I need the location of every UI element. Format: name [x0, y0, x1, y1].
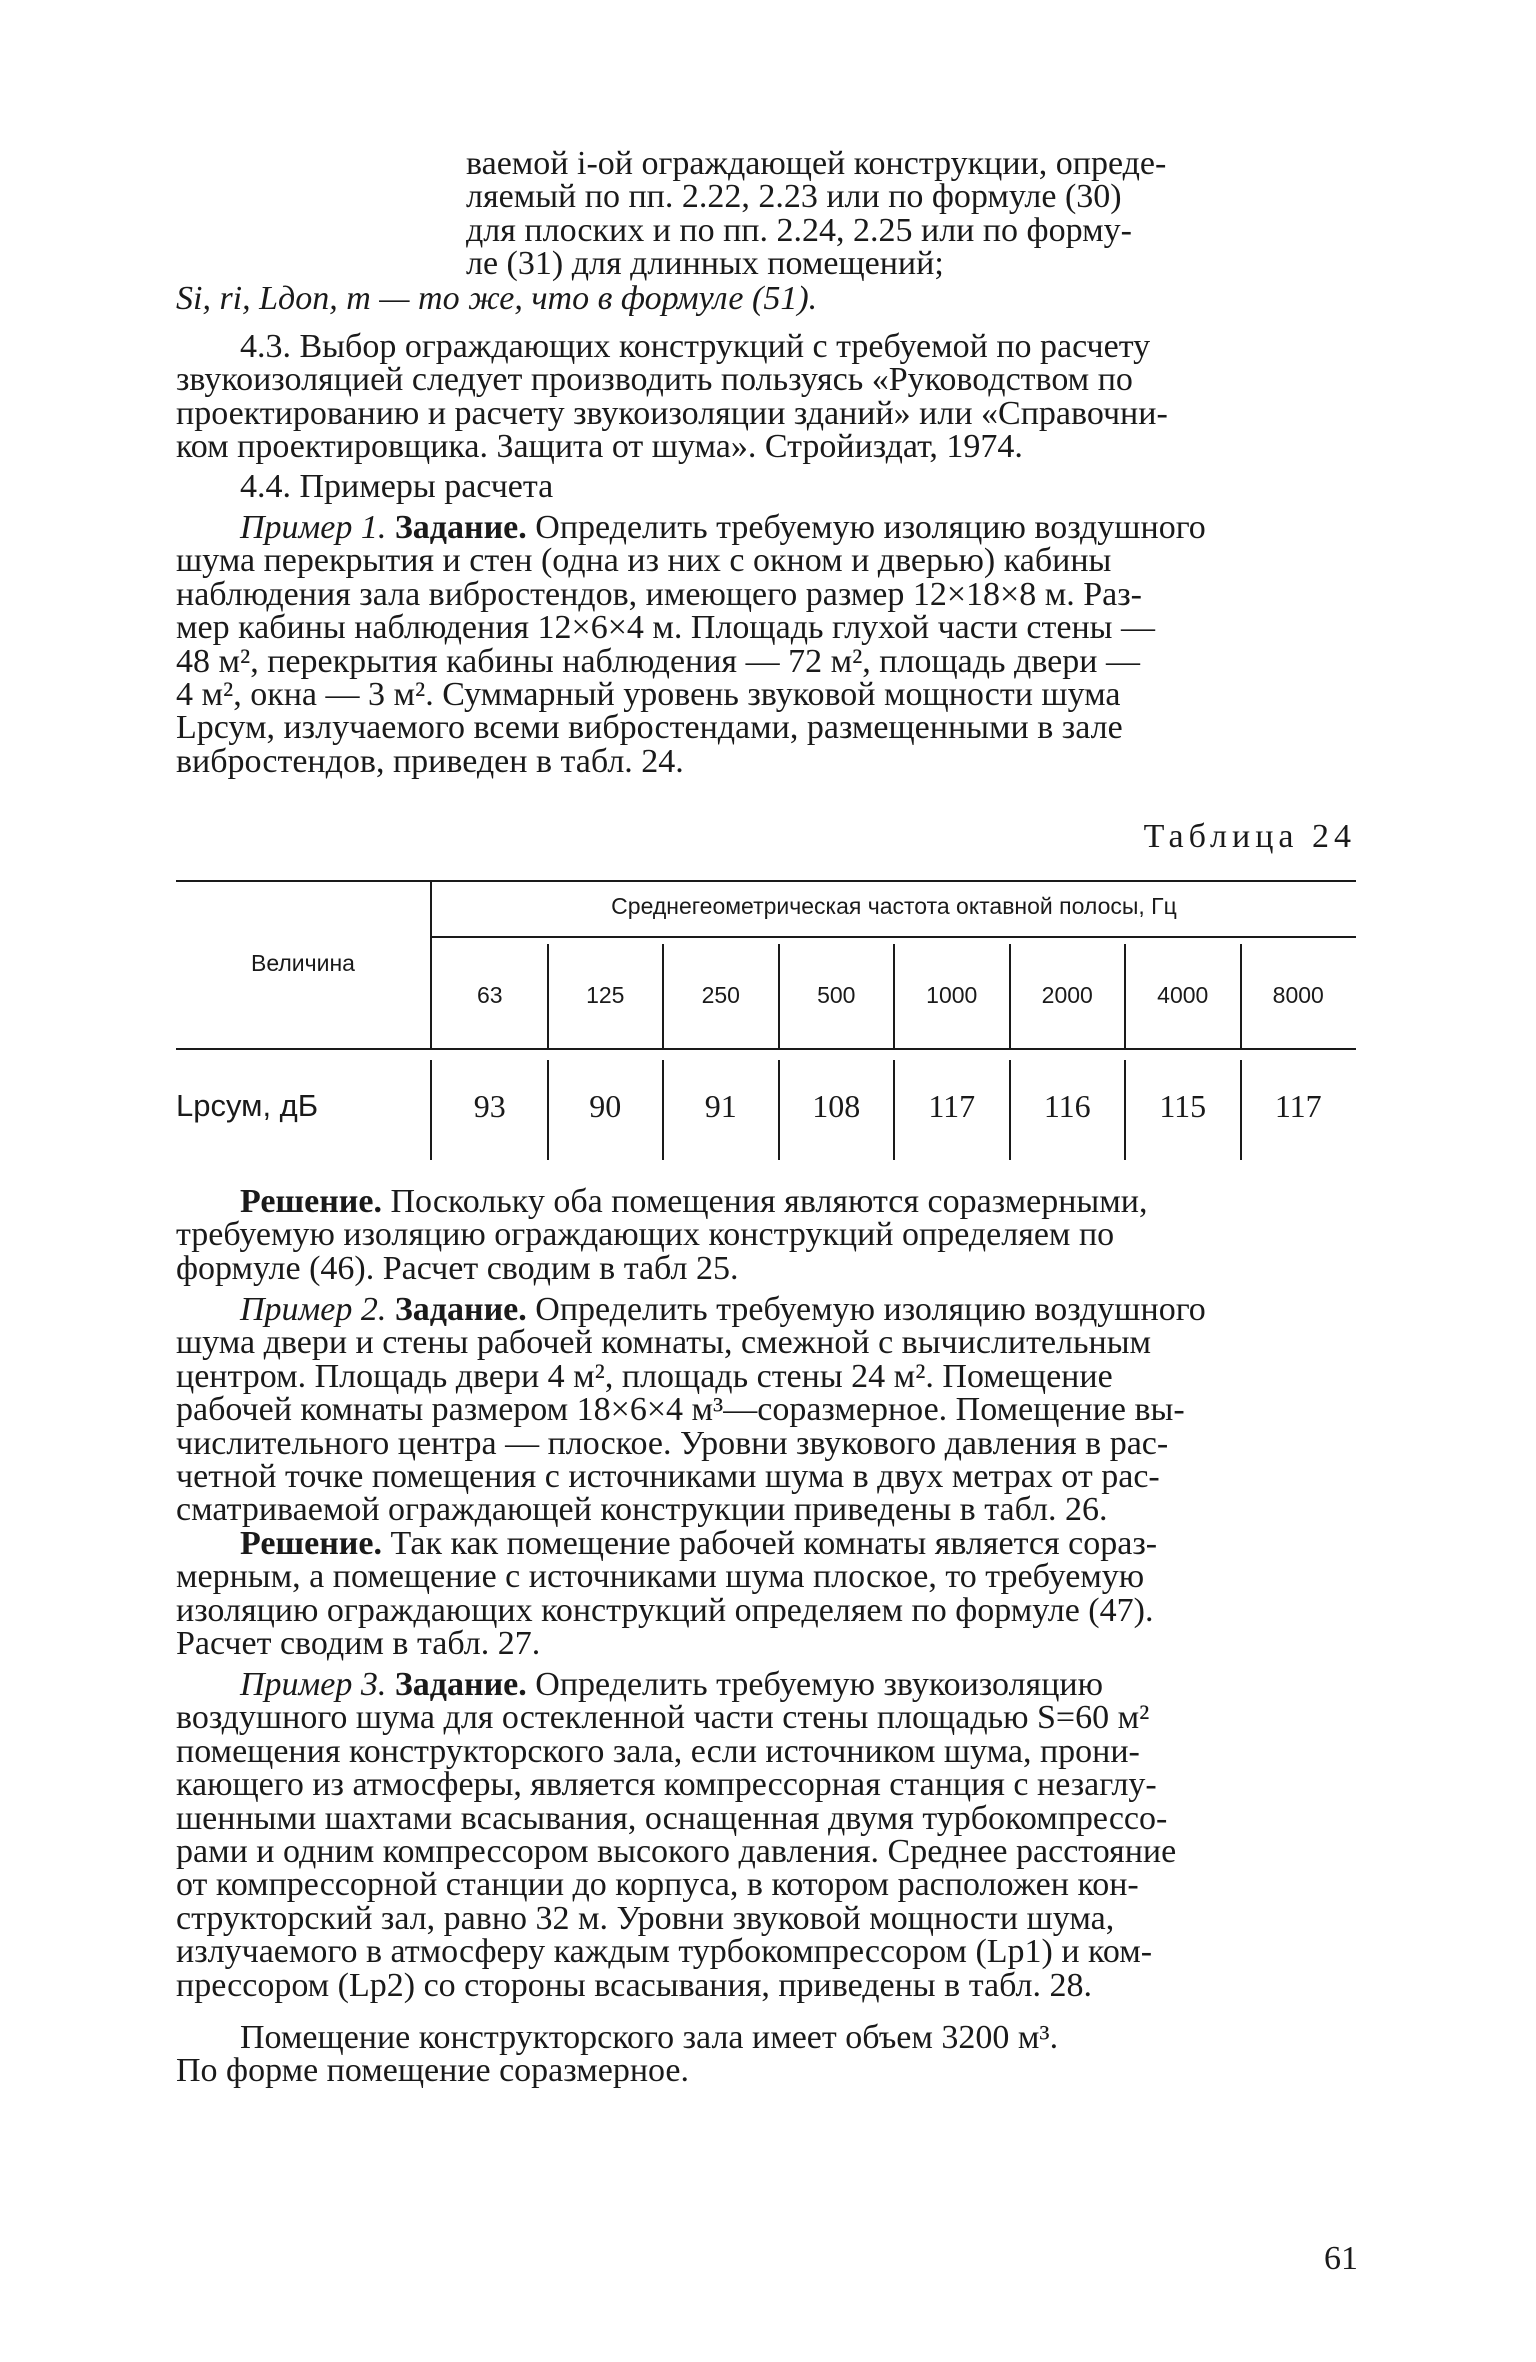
example-1: [176, 511, 1356, 778]
table-divider: [778, 1060, 780, 1160]
text-line: звукоизоляцией следует производить пользуясь «Руководством по: [176, 361, 1133, 399]
text-line: шума двери и стены рабочей комнаты, смежной с вычислительным: [176, 1324, 1152, 1362]
example-label: Пример 1.: [240, 509, 387, 546]
table-divider: [893, 1060, 895, 1160]
continuation-paragraph: [466, 147, 1356, 281]
table-divider: [1124, 944, 1126, 1048]
text-line: Расчет сводим в табл. 27.: [176, 1625, 541, 1663]
solution-label: Решение.: [240, 1183, 382, 1220]
text-line: наблюдения зала вибростендов, имеющего размер 12×18×8 м. Раз-: [176, 575, 1142, 613]
text-line: излучаемого в атмосферу каждым турбокомпрессором (Lp1) и ком-: [176, 1933, 1153, 1971]
value-cell: 91: [704, 1088, 737, 1124]
example-label: Пример 2.: [240, 1291, 387, 1328]
table-divider: [662, 944, 664, 1048]
table-divider: [662, 1060, 664, 1160]
text-line: шума перекрытия и стен (одна из них с окном и дверью) кабины: [176, 542, 1112, 580]
text-line: шенными шахтами всасывания, оснащенная двумя турбокомпрессо-: [176, 1799, 1168, 1837]
table-caption: Таблица 24: [1143, 818, 1356, 855]
frequency-header-cell: 500: [817, 982, 856, 1008]
value-cell: 117: [1274, 1088, 1322, 1124]
text-line: числительного центра — плоское. Уровни звукового давления в рас-: [176, 1424, 1169, 1462]
row-label-cell: [176, 1088, 430, 1124]
value-cell: 108: [812, 1088, 861, 1124]
text-line: центром. Площадь двери 4 м², площадь стены 24 м². Помещение: [176, 1357, 1113, 1395]
frequency-header-cell: 250: [701, 982, 740, 1008]
text-line: ле (31) для длинных помещений;: [466, 245, 944, 283]
text-fragment: Поскольку оба помещения являются соразмерными,: [381, 1183, 1148, 1220]
solution-label: Решение.: [240, 1525, 382, 1562]
text-line: мер кабины наблюдения 12×6×4 м. Площадь глухой части стены —: [176, 609, 1155, 647]
value-cell: 117: [928, 1088, 976, 1124]
text-line: формуле (46). Расчет сводим в табл 25.: [176, 1249, 739, 1287]
example-3: [176, 1668, 1356, 2002]
solution-1: [176, 1185, 1356, 1285]
text-line: По форме помещение соразмерное.: [176, 2052, 690, 2090]
text-line: помещения конструкторского зала, если источником шума, прони-: [176, 1732, 1140, 1770]
text-line: от компрессорной станции до корпуса, в котором расположен кон-: [176, 1866, 1139, 1904]
text-line: проектированию и расчету звукоизоляции зданий» или «Справочни-: [176, 394, 1168, 432]
example-label: Пример 3.: [240, 1666, 387, 1703]
section-4-3: [176, 330, 1356, 464]
group-header-cell: Среднегеометрическая частота октавной полосы, Гц: [611, 893, 1177, 919]
text-line: изоляцию ограждающих конструкций определяем по формуле (47).: [176, 1591, 1154, 1629]
text-line: кающего из атмосферы, является компрессорная станция с незаглу-: [176, 1766, 1157, 1804]
text-line: структорский зал, равно 32 м. Уровни звуковой мощности шума,: [176, 1899, 1115, 1937]
table-divider: [1009, 944, 1011, 1048]
text-line: требуемую изоляцию ограждающих конструкций определяем по: [176, 1216, 1115, 1254]
frequency-header-cell: 1000: [926, 982, 978, 1008]
table-divider: [1009, 1060, 1011, 1160]
table-divider: [1240, 944, 1242, 1048]
text-line: 4.4. Примеры расчета: [240, 468, 554, 505]
text-line: четной точке помещения с источниками шума в двух метрах от рас-: [176, 1458, 1160, 1496]
example-2: [176, 1293, 1356, 1527]
text-line: рами и одним компрессором высокого давления. Среднее расстояние: [176, 1833, 1177, 1871]
task-label: Задание.: [394, 1666, 527, 1703]
frequency-header-cell: 125: [586, 982, 625, 1008]
closing-paragraph: [176, 2021, 1356, 2088]
value-cell: 115: [1159, 1088, 1207, 1124]
frequency-header-cell: 63: [476, 982, 503, 1008]
text-line: вибростендов, приведен в табл. 24.: [176, 742, 684, 780]
text-line: ляемый по пп. 2.22, 2.23 или по формуле (30): [466, 178, 1122, 216]
text-fragment: Определить требуемую звукоизоляцию: [526, 1666, 1103, 1703]
text-line: рабочей комнаты размером 18×6×4 м³—соразмерное. Помещение вы-: [176, 1391, 1185, 1429]
text-line: Помещение конструкторского зала имеет объем 3200 м³.: [240, 2019, 1059, 2056]
table-group-rule: [432, 936, 1356, 938]
text-line: 4 м², окна — 3 м². Суммарный уровень звуковой мощности шума: [176, 676, 1121, 714]
text-line: сматриваемой ограждающей конструкции приведены в табл. 26.: [176, 1491, 1108, 1529]
row-header-cell: Величина: [251, 950, 355, 976]
row-label: Lpсум, дБ: [176, 1088, 319, 1123]
text-line: ваемой i-ой ограждающей конструкции, опреде-: [466, 145, 1167, 182]
frequency-header-cell: 4000: [1157, 982, 1209, 1008]
page-number: 61: [1324, 2240, 1358, 2277]
value-cell: 93: [473, 1088, 506, 1124]
frequency-header-cell: 2000: [1041, 982, 1093, 1008]
text-line: ком проектировщика. Защита от шума». Стройиздат, 1974.: [176, 428, 1023, 466]
text-line: прессором (Lp2) со стороны всасывания, приведены в табл. 28.: [176, 1966, 1092, 2004]
table-divider: [1124, 1060, 1126, 1160]
text-fragment: Определить требуемую изоляцию воздушного: [526, 1291, 1206, 1328]
task-label: Задание.: [394, 1291, 527, 1328]
text-line: Si, ri, Lдоп, m — то же, что в формуле (51).: [176, 280, 818, 317]
text-line: 48 м², перекрытия кабины наблюдения — 72 м², площадь двери —: [176, 642, 1140, 680]
section-4-4-heading: [176, 470, 1356, 503]
table-header-rule: [176, 1048, 1356, 1050]
frequency-header-cell: 8000: [1272, 982, 1324, 1008]
text-line: Lpсум, излучаемого всеми вибростендами, размещенными в зале: [176, 709, 1123, 747]
text-fragment: Так как помещение рабочей комнаты является сораз-: [381, 1525, 1158, 1562]
table-divider: [778, 944, 780, 1048]
table-top-rule: [176, 880, 1356, 882]
solution-2: [176, 1527, 1356, 1661]
text-fragment: Определить требуемую изоляцию воздушного: [526, 509, 1206, 546]
table-divider: [547, 1060, 549, 1160]
definitions-line: [176, 282, 1356, 315]
table-divider: [547, 944, 549, 1048]
text-line: 4.3. Выбор ограждающих конструкций с требуемой по расчету: [240, 328, 1151, 365]
value-cell: 90: [589, 1088, 622, 1124]
table-divider: [1240, 1060, 1242, 1160]
text-line: для плоских и по пп. 2.24, 2.25 или по форму-: [466, 211, 1132, 249]
text-line: воздушного шума для остекленной части стены площадью S=60 м²: [176, 1699, 1150, 1737]
text-line: мерным, а помещение с источниками шума плоское, то требуемую: [176, 1558, 1145, 1596]
value-cell: 116: [1043, 1088, 1091, 1124]
table-divider: [893, 944, 895, 1048]
task-label: Задание.: [394, 509, 527, 546]
